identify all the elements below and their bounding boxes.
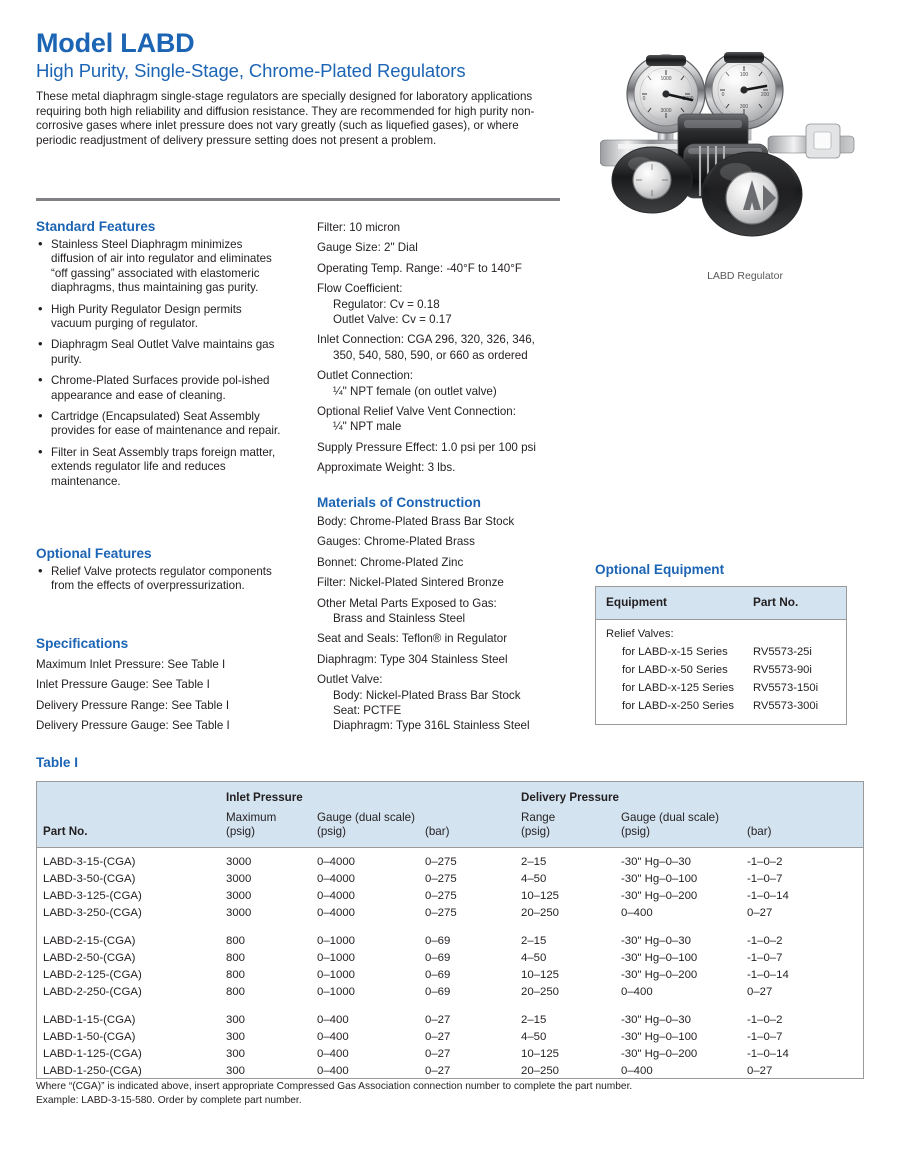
spec-inlet-connection-l1: Inlet Connection: CGA 296, 320, 326, 346, — [317, 333, 535, 347]
technical-specifications — [317, 221, 583, 482]
table-row — [37, 873, 863, 891]
cell-inlet-max: 3000 — [226, 856, 252, 868]
table-row — [606, 646, 846, 663]
cell-delivery-gauge-bar: -1–0–7 — [747, 873, 783, 885]
optional-equipment-table-header — [596, 587, 846, 620]
spec-flow-coefficient-label: Flow Coefficient: — [317, 282, 403, 296]
cell-part-no: LABD-3-125-(CGA) — [43, 890, 142, 902]
group-header-inlet-pressure: Inlet Pressure — [226, 791, 303, 804]
svg-text:0: 0 — [642, 96, 646, 102]
cell-inlet-gauge-psig: 0–400 — [317, 1031, 349, 1043]
table-row — [37, 1031, 863, 1049]
cell-delivery-range: 4–50 — [521, 1031, 547, 1043]
cell-delivery-range: 10–125 — [521, 890, 560, 902]
spec-outlet-connection-value: ¼" NPT female (on outlet valve) — [333, 384, 497, 398]
table-row — [37, 952, 863, 970]
cell-part-no: RV5573-150i — [753, 682, 819, 694]
cell-part-no: LABD-2-250-(CGA) — [43, 986, 142, 998]
cell-inlet-gauge-bar: 0–27 — [425, 1048, 451, 1060]
cell-delivery-gauge-psig: -30" Hg–0–100 — [621, 1031, 698, 1043]
cell-equipment: for LABD-x-250 Series — [622, 700, 734, 712]
cell-inlet-gauge-psig: 0–4000 — [317, 856, 356, 868]
optional-equipment-heading: Optional Equipment — [595, 562, 725, 577]
specifications-heading: Specifications — [36, 636, 129, 651]
cell-inlet-max: 800 — [226, 969, 246, 981]
cell-part-no: LABD-2-125-(CGA) — [43, 969, 142, 981]
cell-delivery-gauge-bar: 0–27 — [747, 907, 773, 919]
cell-delivery-range: 2–15 — [521, 856, 547, 868]
cell-delivery-gauge-bar: -1–0–2 — [747, 856, 783, 868]
material-ov-seat: Seat: PCTFE — [333, 704, 402, 718]
cell-inlet-gauge-bar: 0–27 — [425, 1031, 451, 1043]
list-item: • High Purity Regulator Design permits vacuum purging of regulator. — [36, 303, 284, 332]
cell-delivery-gauge-bar: -1–0–14 — [747, 1048, 789, 1060]
table-row — [37, 969, 863, 987]
optional-equipment-table — [595, 586, 847, 725]
svg-text:300: 300 — [739, 104, 749, 110]
material-body: Body: Chrome-Plated Brass Bar Stock — [317, 515, 515, 528]
material-outlet-valve-label: Outlet Valve: — [317, 673, 383, 687]
regulator-photo — [600, 52, 890, 262]
cell-delivery-gauge-psig: 0–400 — [621, 986, 653, 998]
cell-equipment: for LABD-x-125 Series — [622, 682, 734, 694]
spec-operating-temp: Operating Temp. Range: -40°F to 140°F — [317, 261, 522, 275]
table-row — [37, 890, 863, 908]
cell-delivery-range: 20–250 — [521, 907, 560, 919]
cell-inlet-gauge-bar: 0–275 — [425, 890, 457, 902]
list-item: • Diaphragm Seal Outlet Valve maintains gas purity. — [36, 338, 284, 367]
spec-line: Delivery Pressure Gauge: See Table I — [36, 719, 230, 733]
cell-delivery-range: 20–250 — [521, 1065, 560, 1077]
list-item: • Chrome-Plated Surfaces provide pol-ished appearance and ease of cleaning. — [36, 374, 284, 403]
cell-delivery-range: 10–125 — [521, 969, 560, 981]
cell-delivery-gauge-psig: -30" Hg–0–200 — [621, 969, 698, 981]
cell-equipment: for LABD-x-50 Series — [622, 664, 728, 676]
svg-text:1000: 1000 — [660, 76, 672, 82]
cell-delivery-gauge-psig: 0–400 — [621, 1065, 653, 1077]
cell-delivery-gauge-bar: -1–0–2 — [747, 1014, 783, 1026]
cell-part-no: RV5573-25i — [753, 646, 812, 658]
standard-features-list — [36, 238, 284, 496]
cell-inlet-max: 3000 — [226, 873, 252, 885]
cell-inlet-gauge-bar: 0–69 — [425, 935, 451, 947]
cell-delivery-gauge-psig: -30" Hg–0–100 — [621, 952, 698, 964]
spec-flow-regulator: Regulator: Cv = 0.18 — [333, 297, 440, 311]
table-row — [37, 856, 863, 874]
cell-delivery-gauge-psig: -30" Hg–0–30 — [621, 856, 691, 868]
svg-text:3000: 3000 — [660, 108, 672, 114]
materials-list — [317, 515, 583, 740]
footnote-line-1: Where “(CGA)” is indicated above, insert appropriate Compressed Gas Association connection number to complete the part number. — [36, 1081, 633, 1092]
table-row — [37, 935, 863, 953]
cell-part-no: LABD-3-15-(CGA) — [43, 856, 136, 868]
cell-delivery-gauge-bar: -1–0–7 — [747, 952, 783, 964]
spec-line: Maximum Inlet Pressure: See Table I — [36, 658, 226, 671]
cell-inlet-gauge-bar: 0–69 — [425, 969, 451, 981]
cell-delivery-range: 10–125 — [521, 1048, 560, 1060]
svg-text:0: 0 — [721, 92, 725, 98]
material-seat-seals: Seat and Seals: Teflon® in Regulator — [317, 632, 508, 646]
page-subtitle: High Purity, Single-Stage, Chrome-Plated Regulators — [36, 60, 466, 81]
cell-inlet-max: 300 — [226, 1048, 246, 1060]
table-one-body — [37, 848, 863, 1078]
cell-delivery-gauge-psig: -30" Hg–0–30 — [621, 935, 691, 947]
cell-delivery-gauge-bar: -1–0–14 — [747, 969, 789, 981]
spec-flow-outlet-valve: Outlet Valve: Cv = 0.17 — [333, 313, 452, 327]
spec-outlet-connection-label: Outlet Connection: — [317, 369, 414, 383]
cell-delivery-gauge-psig: -30" Hg–0–30 — [621, 1014, 691, 1026]
cell-inlet-gauge-psig: 0–1000 — [317, 935, 356, 947]
column-header-inlet-gauge: Gauge (dual scale) (psig) — [317, 811, 415, 838]
material-other-metal-label: Other Metal Parts Exposed to Gas: — [317, 596, 497, 610]
cell-inlet-gauge-psig: 0–4000 — [317, 907, 356, 919]
spec-filter: Filter: 10 micron — [317, 221, 401, 234]
column-header-part-no: Part No. — [43, 825, 88, 838]
list-item: • Relief Valve protects regulator components from the effects of overpressurization. — [36, 565, 284, 594]
spec-supply-pressure-effect: Supply Pressure Effect: 1.0 psi per 100 psi — [317, 440, 536, 454]
cell-part-no: LABD-2-15-(CGA) — [43, 935, 136, 947]
table-footnote — [36, 1080, 864, 1107]
cell-part-no: LABD-3-250-(CGA) — [43, 907, 142, 919]
spec-line: Inlet Pressure Gauge: See Table I — [36, 678, 210, 692]
cell-inlet-gauge-bar: 0–69 — [425, 952, 451, 964]
cell-part-no: LABD-1-250-(CGA) — [43, 1065, 142, 1077]
table-row — [37, 1014, 863, 1032]
cell-delivery-gauge-bar: 0–27 — [747, 1065, 773, 1077]
column-header-inlet-gauge-bar: (bar) — [425, 825, 450, 838]
standard-features-heading: Standard Features — [36, 219, 156, 234]
cell-inlet-max: 300 — [226, 1031, 246, 1043]
group-header-delivery-pressure: Delivery Pressure — [521, 791, 619, 804]
materials-heading: Materials of Construction — [317, 495, 481, 510]
cell-part-no: LABD-3-50-(CGA) — [43, 873, 136, 885]
cell-delivery-range: 4–50 — [521, 952, 547, 964]
cell-inlet-max: 800 — [226, 952, 246, 964]
table-row — [37, 986, 863, 1004]
table-one-label: Table I — [36, 755, 79, 770]
material-ov-body: Body: Nickel-Plated Brass Bar Stock — [333, 688, 521, 702]
table-row — [37, 907, 863, 925]
cell-inlet-gauge-psig: 0–400 — [317, 1065, 349, 1077]
cell-delivery-gauge-bar: -1–0–14 — [747, 890, 789, 902]
table-row — [606, 682, 846, 699]
spec-inlet-connection-l2: 350, 540, 580, 590, or 660 as ordered — [333, 348, 528, 362]
intro-paragraph: These metal diaphragm single-stage regulators are specially designed for laboratory applications requiring both high reliability and diffusion resistance. They are recommended for high purity non-corrosive gases where inlet pressure does not vary greatly (such as liquefied gases), or where periodic readjustment of delivery pressure setting does not present a problem. — [36, 90, 535, 147]
cell-inlet-max: 3000 — [226, 907, 252, 919]
optional-features-list — [36, 565, 284, 601]
optional-features-heading: Optional Features — [36, 546, 152, 561]
cell-delivery-gauge-bar: -1–0–7 — [747, 1031, 783, 1043]
cell-inlet-gauge-psig: 0–4000 — [317, 890, 356, 902]
cell-inlet-gauge-psig: 0–1000 — [317, 952, 356, 964]
cell-inlet-gauge-bar: 0–275 — [425, 873, 457, 885]
cell-inlet-max: 300 — [226, 1014, 246, 1026]
column-header-delivery-range: Range (psig) — [521, 811, 556, 838]
page-title: Model LABD — [36, 28, 195, 58]
cell-inlet-max: 300 — [226, 1065, 246, 1077]
cell-inlet-gauge-bar: 0–27 — [425, 1014, 451, 1026]
relief-valves-group-label: Relief Valves: — [606, 628, 674, 640]
cell-part-no: LABD-1-125-(CGA) — [43, 1048, 142, 1060]
spec-approximate-weight: Approximate Weight: 3 lbs. — [317, 461, 456, 475]
material-ov-diaphragm: Diaphragm: Type 316L Stainless Steel — [333, 719, 530, 733]
cell-inlet-max: 800 — [226, 935, 246, 947]
cell-delivery-range: 2–15 — [521, 935, 547, 947]
material-bonnet: Bonnet: Chrome-Plated Zinc — [317, 555, 464, 569]
cell-delivery-gauge-psig: -30" Hg–0–200 — [621, 890, 698, 902]
cell-part-no: RV5573-90i — [753, 664, 812, 676]
list-item: • Stainless Steel Diaphragm minimizes diffusion of air into regulator and eliminates “off gassing” associated with elastomeric diaphragms, thus maintaining gas purity. — [36, 238, 284, 296]
cell-delivery-gauge-bar: -1–0–2 — [747, 935, 783, 947]
table-row — [606, 664, 846, 681]
cell-inlet-gauge-bar: 0–27 — [425, 1065, 451, 1077]
material-gauges: Gauges: Chrome-Plated Brass — [317, 535, 475, 549]
cell-delivery-gauge-bar: 0–27 — [747, 986, 773, 998]
table-one — [36, 781, 864, 1079]
cell-delivery-range: 4–50 — [521, 873, 547, 885]
column-header-inlet-maximum: Maximum (psig) — [226, 811, 277, 838]
list-item: • Filter in Seat Assembly traps foreign matter, extends regulator life and reduces maintenance. — [36, 446, 284, 489]
cell-inlet-gauge-psig: 0–4000 — [317, 873, 356, 885]
header-divider — [36, 198, 560, 201]
material-filter: Filter: Nickel-Plated Sintered Bronze — [317, 576, 504, 590]
column-header-delivery-gauge: Gauge (dual scale) (psig) — [621, 811, 719, 838]
cell-part-no: RV5573-300i — [753, 700, 819, 712]
footnote-line-2: Example: LABD-3-15-580. Order by complete part number. — [36, 1094, 302, 1106]
cell-delivery-range: 2–15 — [521, 1014, 547, 1026]
spec-line: Delivery Pressure Range: See Table I — [36, 698, 230, 712]
cell-inlet-max: 800 — [226, 986, 246, 998]
material-other-metal-value: Brass and Stainless Steel — [333, 612, 466, 626]
cell-delivery-range: 20–250 — [521, 986, 560, 998]
material-diaphragm: Diaphragm: Type 304 Stainless Steel — [317, 652, 508, 666]
column-header-part-no: Part No. — [753, 595, 799, 609]
optional-equipment-table-body — [596, 620, 846, 724]
spec-gauge-size: Gauge Size: 2" Dial — [317, 241, 418, 255]
cell-inlet-gauge-psig: 0–400 — [317, 1014, 349, 1026]
spec-relief-vent-label: Optional Relief Valve Vent Connection: — [317, 405, 516, 419]
cell-inlet-gauge-bar: 0–275 — [425, 856, 457, 868]
photo-caption: LABD Regulator — [707, 270, 783, 282]
column-header-equipment: Equipment — [606, 595, 667, 609]
spec-relief-vent-value: ¼" NPT male — [333, 420, 402, 434]
cell-delivery-gauge-psig: -30" Hg–0–200 — [621, 1048, 698, 1060]
cell-part-no: LABD-1-50-(CGA) — [43, 1031, 136, 1043]
cell-part-no: LABD-2-50-(CGA) — [43, 952, 136, 964]
cell-delivery-gauge-psig: -30" Hg–0–100 — [621, 873, 698, 885]
cell-inlet-gauge-psig: 0–400 — [317, 1048, 349, 1060]
cell-equipment: for LABD-x-15 Series — [622, 646, 728, 658]
list-item: • Cartridge (Encapsulated) Seat Assembly provides for ease of maintenance and repair. — [36, 410, 284, 439]
table-one-header — [37, 782, 863, 848]
cell-inlet-gauge-psig: 0–1000 — [317, 986, 356, 998]
cell-part-no: LABD-1-15-(CGA) — [43, 1014, 136, 1026]
column-header-delivery-gauge-bar: (bar) — [747, 825, 772, 838]
cell-inlet-gauge-psig: 0–1000 — [317, 969, 356, 981]
cell-inlet-max: 3000 — [226, 890, 252, 902]
table-row — [37, 1048, 863, 1066]
cell-inlet-gauge-bar: 0–69 — [425, 986, 451, 998]
svg-text:200: 200 — [760, 92, 770, 98]
table-row — [606, 700, 846, 717]
cell-inlet-gauge-bar: 0–275 — [425, 907, 457, 919]
specifications-list — [36, 658, 296, 740]
cell-delivery-gauge-psig: 0–400 — [621, 907, 653, 919]
svg-text:100: 100 — [739, 72, 749, 78]
